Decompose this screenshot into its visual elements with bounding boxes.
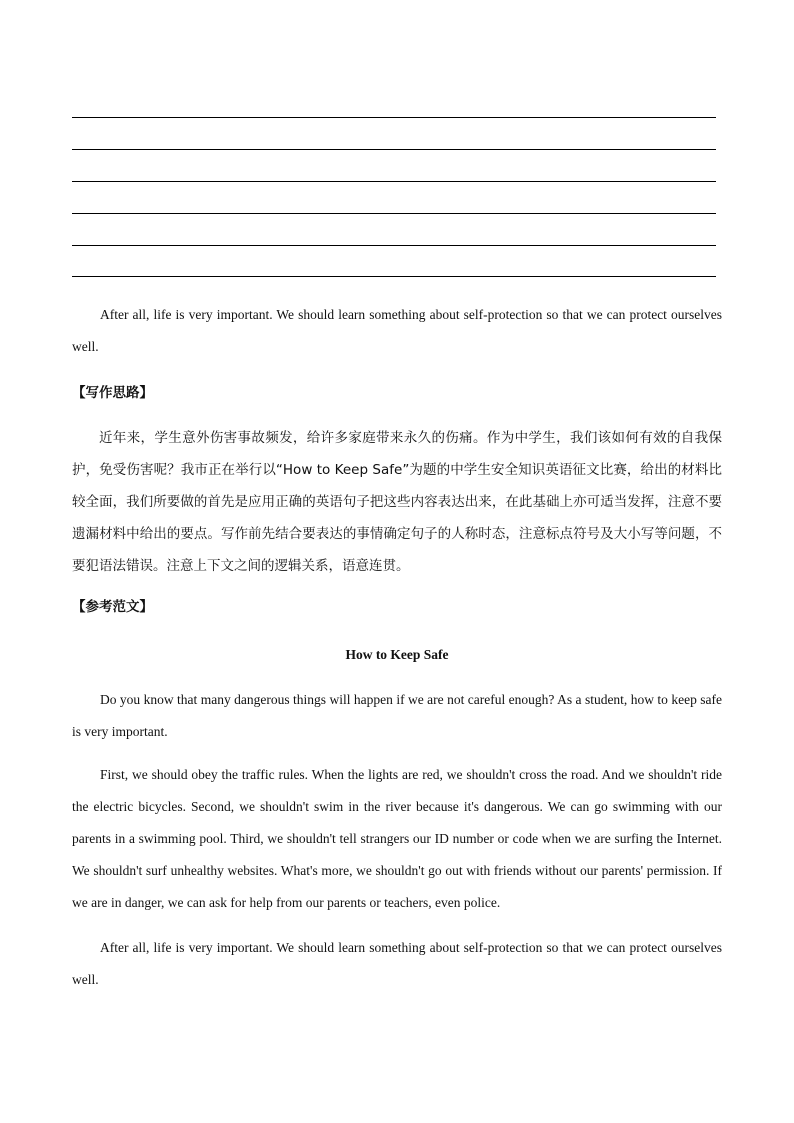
writing-line (72, 213, 716, 214)
writing-tips-heading: 【写作思路】 (72, 385, 153, 401)
essay-title: How to Keep Safe (345, 647, 449, 662)
writing-line (72, 276, 716, 277)
writing-line (72, 245, 716, 246)
essay-paragraph-3: After all, life is very important. We should learn something about self-protection so that we can protect ourselves well. (72, 940, 722, 987)
writing-line (72, 149, 716, 150)
writing-tips-paragraph: 近年来，学生意外伤害事故频发，给许多家庭带来永久的伤痛。作为中学生，我们该如何有效的自我保护，免受伤害呢？我市正在举行以“How to Keep Safe”为题的中学生安全知识英语征文比赛，给出的材料比较全面，我们所要做的首先是应用正确的英语句子把这些内容表达出来，在此基础上亦可适当发挥，注意不要遗漏材料中给出的要点。写作前先结合要表达的事情确定句子的人称时态，注意标点符号及大小写等问题，不要犯语法错误。注意上下文之间的逻辑关系，语意连贯。 (72, 430, 722, 574)
essay-paragraph-2: First, we should obey the traffic rules. When the lights are red, we shouldn't cross the road. And we shouldn't ride the electric bicycles. Second, we shouldn't swim in the river because it's dangerous. We can go swimming with our parents in a swimming pool. Third, we shouldn't tell strangers our ID number or code when we are surfing the Internet. We shouldn't surf unhealthy websites. What's more, we shouldn't go out with friends without our parents' permission. If we are in danger, we can ask for help from our parents or teachers, even police. (72, 767, 722, 910)
writing-line (72, 117, 716, 118)
model-essay-heading: 【参考范文】 (72, 599, 153, 615)
writing-line (72, 181, 716, 182)
intro-conclusion-paragraph: After all, life is very important. We should learn something about self-protection so that we can protect ourselves well. (72, 307, 722, 354)
essay-paragraph-1: Do you know that many dangerous things will happen if we are not careful enough? As a student, how to keep safe is very important. (72, 692, 722, 739)
